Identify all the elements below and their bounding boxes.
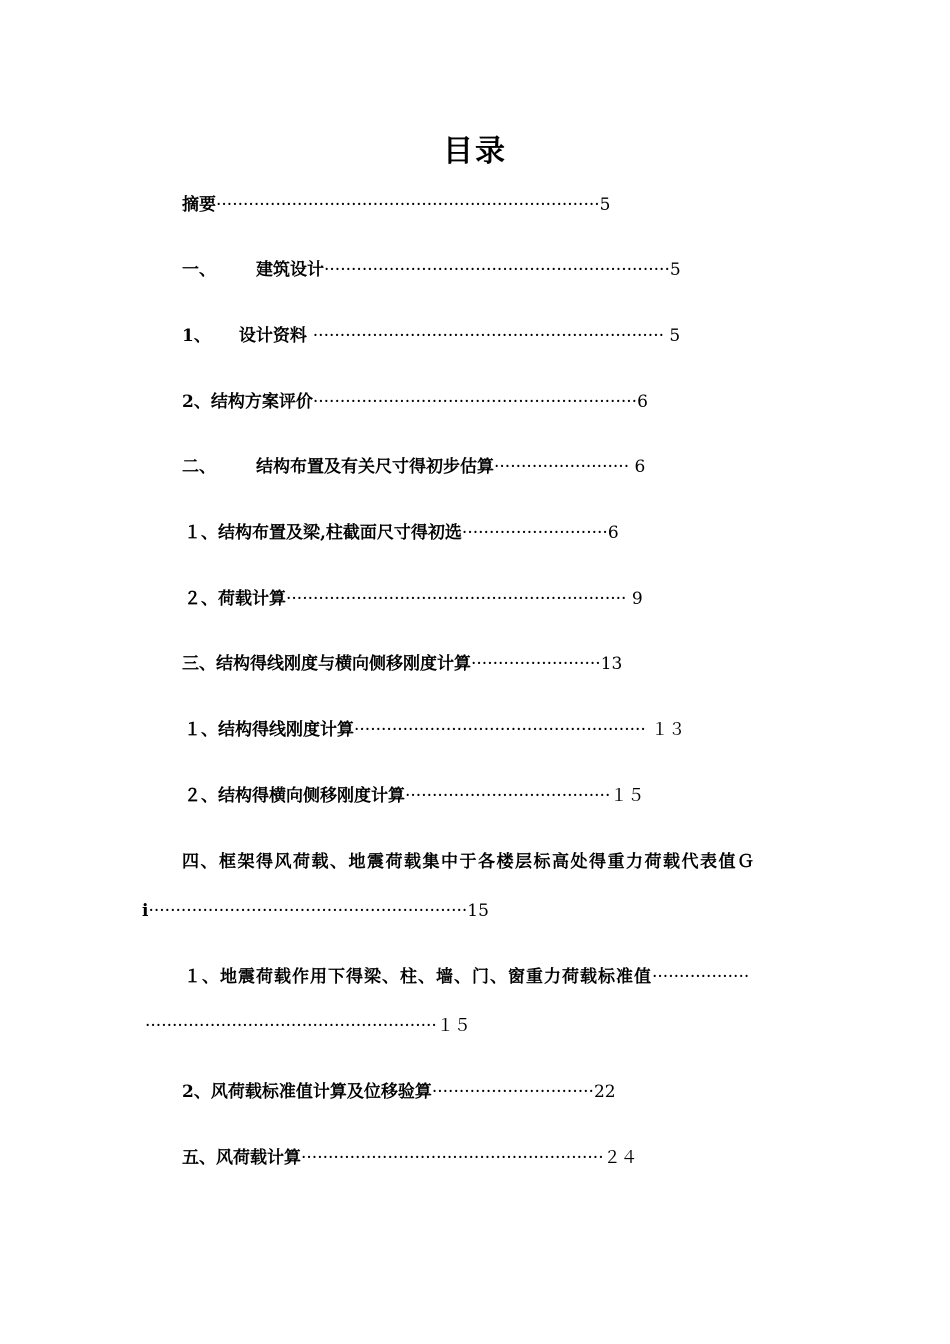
toc-entry-4-1[interactable] (184, 966, 749, 988)
toc-entry-label: 四、框架得风荷载、地震荷载集中于各楼层标高处得重力荷载代表值Ｇ (182, 852, 756, 872)
toc-entry-section-4[interactable] (182, 851, 756, 873)
toc-page-number: 5 (669, 260, 681, 280)
toc-entry-section-1[interactable] (182, 259, 681, 281)
document-title: 目录 (443, 134, 507, 169)
toc-page-number: １５ (436, 1016, 471, 1036)
toc-leader-dots: ························································ (301, 1148, 604, 1168)
toc-entry-label: １、结构得线刚度计算 (184, 720, 354, 740)
toc-page-number: 6 (607, 523, 619, 543)
toc-leader-dots: ··························· (461, 523, 608, 543)
toc-entry-number: 1、 (182, 326, 211, 346)
toc-entry-label: 五、风荷载计算 (182, 1148, 301, 1168)
toc-entry-label-continued: i (142, 901, 149, 921)
toc-page-number: 9 (626, 589, 643, 609)
toc-entry-number: 一、 (182, 260, 216, 280)
toc-entry-label: 摘要 (182, 195, 216, 215)
toc-entry-label: 三、结构得线刚度与横向侧移刚度计算 (182, 654, 471, 674)
toc-entry-1-1[interactable] (182, 325, 680, 347)
toc-leader-dots: ································································· (312, 326, 665, 346)
toc-entry-label: ２、荷载计算 (184, 589, 286, 609)
toc-entry-label: 设计资料 (238, 326, 313, 346)
toc-entry-section-3[interactable] (182, 653, 622, 675)
toc-entry-label: 2、结构方案评价 (182, 392, 313, 412)
toc-entry-2-2[interactable] (184, 588, 643, 610)
toc-leader-dots: ······································ (405, 786, 611, 806)
toc-entry-3-2[interactable] (184, 785, 644, 807)
toc-entry-4-1-continued[interactable] (145, 1015, 471, 1037)
toc-page-number: １３ (645, 720, 686, 740)
toc-entry-label: 结构布置及有关尺寸得初步估算 (256, 457, 494, 477)
toc-entry-4-2[interactable] (182, 1081, 616, 1103)
toc-page-number: 6 (629, 457, 646, 477)
toc-leader-dots: ······································································· (216, 195, 600, 215)
toc-leader-dots: ······················································ (145, 1016, 437, 1036)
toc-leader-dots: ·················· (652, 967, 750, 987)
toc-entry-3-1[interactable] (184, 719, 685, 741)
toc-page-number: 13 (600, 654, 623, 674)
toc-entry-section-2[interactable] (182, 456, 645, 478)
toc-page-number: ２４ (603, 1148, 638, 1168)
toc-entry-label: 2、风荷载标准值计算及位移验算 (182, 1082, 432, 1102)
toc-entry-1-2[interactable] (182, 391, 648, 413)
toc-leader-dots: ······························································· (286, 589, 627, 609)
toc-page-number: 22 (593, 1082, 616, 1102)
toc-entry-label: １、结构布置及梁,柱截面尺寸得初选 (184, 523, 462, 543)
toc-leader-dots: ······························ (431, 1082, 594, 1102)
toc-entry-section-4-continued[interactable] (142, 900, 489, 922)
toc-page-number: １５ (610, 786, 645, 806)
toc-leader-dots: ························· (494, 457, 630, 477)
toc-entry-2-1[interactable] (184, 522, 619, 544)
toc-leader-dots: ································································ (324, 260, 670, 280)
toc-leader-dots: ···························································· (312, 392, 638, 412)
toc-entry-label: ２、结构得横向侧移刚度计算 (184, 786, 405, 806)
toc-leader-dots: ··························································· (148, 901, 468, 921)
toc-page-number: 5 (599, 195, 611, 215)
toc-page-number: 15 (467, 901, 489, 921)
toc-leader-dots: ························ (471, 654, 601, 674)
toc-entry-number: 二、 (182, 457, 216, 477)
toc-entry-label: １、地震荷载作用下得梁、柱、墙、门、窗重力荷载标准值 (184, 967, 652, 987)
toc-entry-section-5[interactable] (182, 1147, 638, 1169)
toc-entry-abstract[interactable] (182, 194, 611, 216)
toc-page-number: 6 (637, 392, 648, 412)
toc-entry-label: 建筑设计 (256, 260, 324, 280)
toc-page-number: 5 (664, 326, 681, 346)
toc-leader-dots: ······················································ (354, 720, 646, 740)
